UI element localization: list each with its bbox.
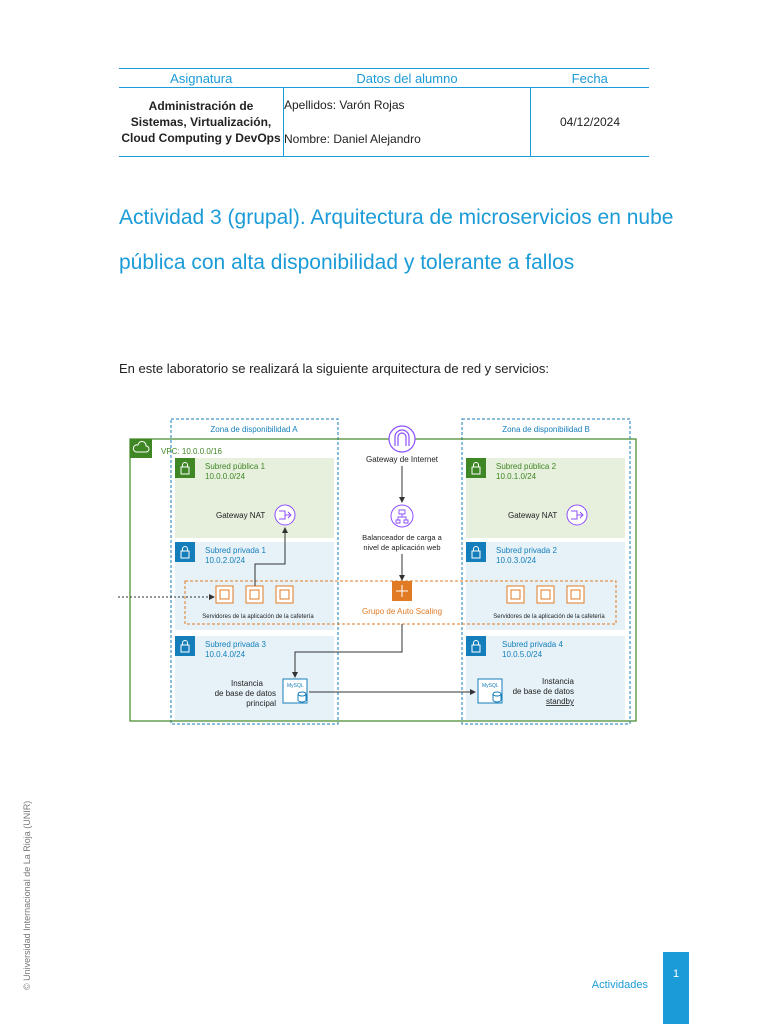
server-icon bbox=[567, 586, 584, 603]
student-data bbox=[284, 88, 531, 157]
private-subnet-1-cidr: 10.0.2.0/24 bbox=[205, 556, 246, 565]
architecture-diagram bbox=[118, 414, 640, 730]
page-title: Actividad 3 (grupal). Arquitectura de microservicios en nube pública con alta disponibilidad y tolerante a fallos bbox=[119, 206, 674, 274]
auto-scaling-label: Grupo de Auto Scaling bbox=[361, 607, 443, 616]
internet-gateway-label: Gateway de Internet bbox=[365, 455, 439, 464]
server-icon bbox=[216, 586, 233, 603]
lock-icon bbox=[466, 458, 486, 478]
servers-label-b: Servidores de la aplicación de la cafetería bbox=[493, 614, 605, 620]
server-icon bbox=[246, 586, 263, 603]
zone-a-label: Zona de disponibilidad A bbox=[210, 425, 298, 434]
page-number: 1 bbox=[663, 952, 689, 1024]
mysql-label: MySQL bbox=[482, 683, 499, 689]
load-balancer-line1: Balanceador de carga a bbox=[362, 533, 442, 542]
lock-icon bbox=[175, 636, 195, 656]
private-subnet-4-cidr: 10.0.5.0/24 bbox=[502, 650, 543, 659]
db-standby-line1: Instancia bbox=[541, 677, 574, 686]
db-primary-line2: de base de datos bbox=[214, 689, 276, 698]
db-standby-line2: de base de datos bbox=[512, 687, 574, 696]
db-standby-line3: standby bbox=[545, 697, 574, 706]
zone-b-label: Zona de disponibilidad B bbox=[502, 425, 590, 434]
private-subnet-3-name: Subred privada 3 bbox=[205, 640, 266, 649]
vpc-label: VPC: 10.0.0.0/16 bbox=[161, 447, 222, 456]
copyright-vertical-text: © Universidad Internacional de La Rioja (UNIR) bbox=[22, 800, 32, 990]
public-subnet-2-name: Subred pública 2 bbox=[496, 462, 557, 471]
private-subnet-3-cidr: 10.0.4.0/24 bbox=[205, 650, 246, 659]
student-name: Nombre: Daniel Alejandro bbox=[284, 132, 421, 146]
db-primary-line3: principal bbox=[246, 699, 276, 708]
load-balancer-line2: nivel de aplicación web bbox=[363, 543, 441, 552]
lock-icon bbox=[466, 542, 486, 562]
servers-label-a: Servidores de la aplicación de la cafetería bbox=[202, 614, 314, 620]
lock-icon bbox=[175, 542, 195, 562]
private-subnet-2-cidr: 10.0.3.0/24 bbox=[496, 556, 537, 565]
mysql-icon bbox=[478, 679, 502, 703]
server-icon bbox=[276, 586, 293, 603]
public-subnet-1-cidr: 10.0.0.0/24 bbox=[205, 472, 246, 481]
public-subnet-2-cidr: 10.0.1.0/24 bbox=[496, 472, 537, 481]
server-icon bbox=[537, 586, 554, 603]
private-subnet-1-name: Subred privada 1 bbox=[205, 546, 266, 555]
lock-icon bbox=[466, 636, 486, 656]
mysql-label: MySQL bbox=[287, 683, 304, 689]
nat-label-b: Gateway NAT bbox=[508, 511, 558, 520]
subject-name: Administración de Sistemas, Virtualización, Cloud Computing y DevOps bbox=[119, 88, 284, 157]
header-col-subject: Asignatura bbox=[119, 69, 284, 88]
private-subnet-4-name: Subred privada 4 bbox=[502, 640, 563, 649]
private-subnet-2-name: Subred privada 2 bbox=[496, 546, 557, 555]
mysql-icon bbox=[283, 679, 307, 703]
student-surnames: Apellidos: Varón Rojas bbox=[284, 98, 405, 112]
header-col-student: Datos del alumno bbox=[284, 69, 531, 88]
intro-text: En este laboratorio se realizará la siguiente arquitectura de red y servicios: bbox=[119, 361, 549, 376]
server-icon bbox=[507, 586, 524, 603]
public-subnet-1-name: Subred pública 1 bbox=[205, 462, 266, 471]
lock-icon bbox=[175, 458, 195, 478]
header-table bbox=[119, 68, 649, 157]
header-col-date: Fecha bbox=[531, 69, 650, 88]
footer-label: Actividades bbox=[591, 979, 648, 991]
date-value: 04/12/2024 bbox=[531, 88, 650, 157]
db-primary-line1: Instancia bbox=[230, 679, 263, 688]
nat-label-a: Gateway NAT bbox=[216, 511, 266, 520]
